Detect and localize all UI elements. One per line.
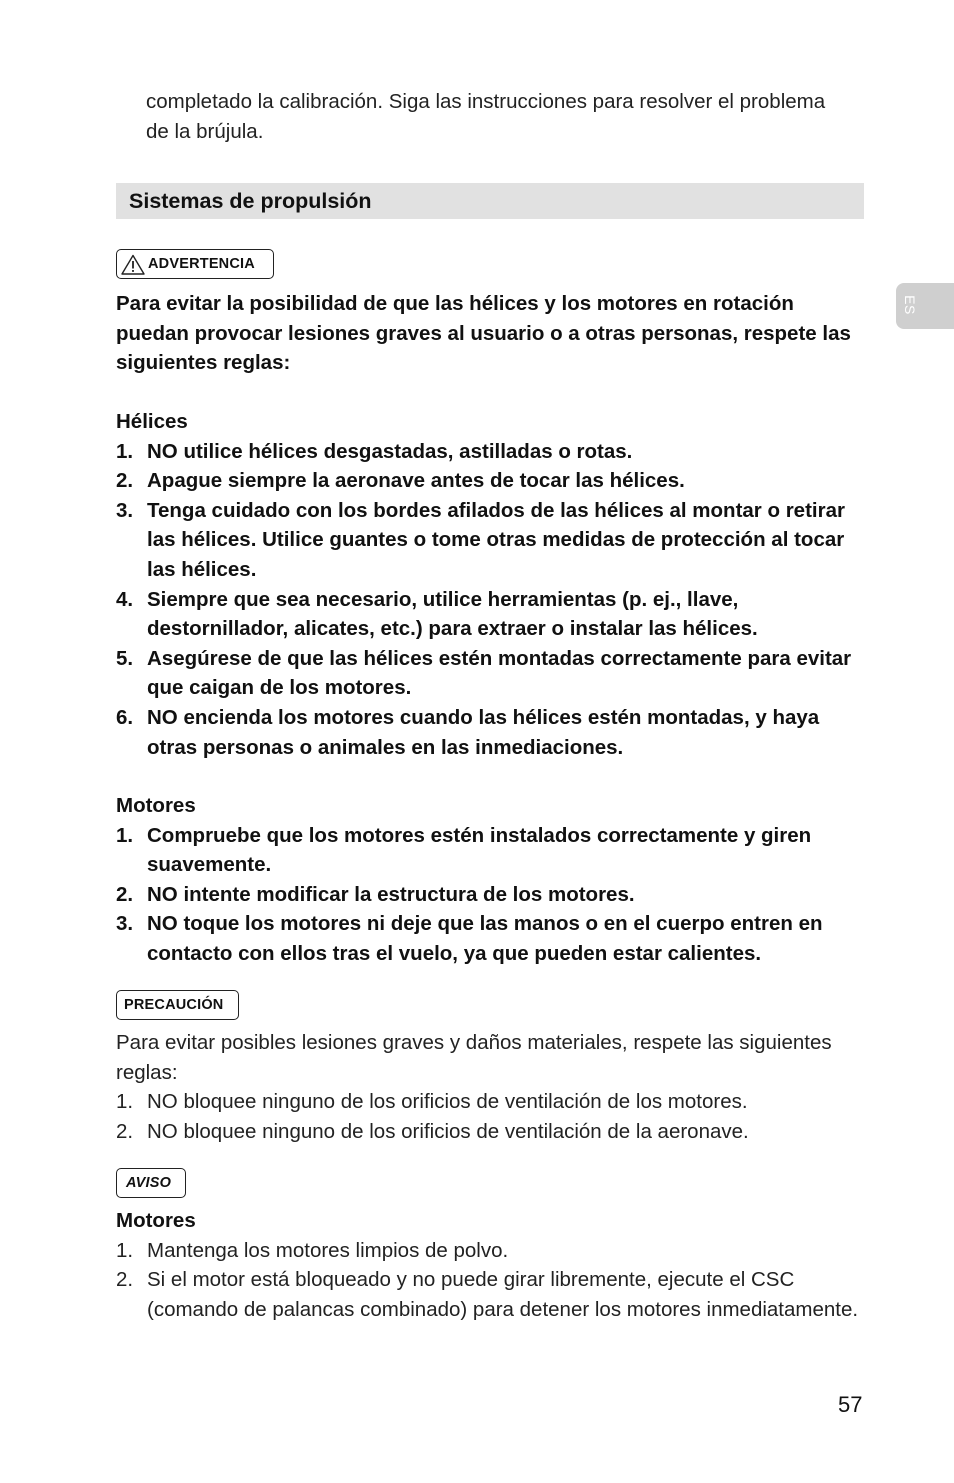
list-item — [116, 585, 866, 644]
list-number: 3. — [116, 498, 134, 522]
list-item — [116, 437, 866, 467]
caution-section — [116, 1028, 866, 1146]
motors-heading: Motores — [116, 794, 196, 817]
list-text: NO utilice hélices desgastadas, astilladas o rotas. — [147, 439, 633, 463]
list-item — [116, 880, 866, 910]
list-number: 2. — [116, 1268, 134, 1292]
notice-section — [116, 1206, 866, 1324]
propellers-heading: Hélices — [116, 410, 188, 433]
motors-list — [116, 821, 866, 969]
list-text: Si el motor está bloqueado y no puede girar libremente, ejecute el CSC (comando de palancas combinado) para detener los motores inmediatamente. — [147, 1268, 859, 1321]
list-text: NO intente modificar la estructura de los motores. — [147, 882, 635, 906]
list-text: Mantenga los motores limpios de polvo. — [147, 1238, 509, 1262]
list-number: 4. — [116, 587, 134, 611]
language-tab-label: ES — [902, 295, 918, 315]
notice-badge-label: AVISO — [126, 1175, 172, 1191]
list-number: 2. — [116, 1119, 134, 1143]
list-number: 1. — [116, 1090, 134, 1114]
notice-list — [116, 1236, 866, 1325]
list-item — [116, 909, 866, 968]
list-number: 1. — [116, 823, 134, 847]
list-text: Asegúrese de que las hélices estén montadas correctamente para evitar que caigan de los motores. — [147, 646, 852, 700]
caution-list — [116, 1087, 866, 1146]
motors-section — [116, 791, 866, 969]
list-number: 6. — [116, 705, 134, 729]
list-number: 1. — [116, 1238, 134, 1262]
list-text: NO bloquee ninguno de los orificios de ventilación de los motores. — [147, 1090, 748, 1114]
notice-heading: Motores — [116, 1209, 196, 1232]
notice-badge — [116, 1168, 186, 1198]
page-number: 57 — [838, 1392, 863, 1417]
list-item — [116, 1117, 866, 1147]
list-item — [116, 1087, 866, 1117]
section-header-bar — [116, 183, 864, 219]
list-text: Compruebe que los motores estén instalados correctamente y giren suavemente. — [147, 823, 812, 877]
list-text: NO toque los motores ni deje que las manos o en el cuerpo entren en contacto con ellos tras el vuelo, ya que pueden estar calientes. — [147, 912, 823, 965]
list-number: 2. — [116, 469, 134, 493]
list-item — [116, 1236, 866, 1266]
list-number: 5. — [116, 646, 134, 670]
list-item — [116, 466, 866, 496]
language-tab — [896, 283, 954, 329]
caution-badge — [116, 990, 239, 1020]
list-text: NO encienda los motores cuando las hélices estén montadas, y haya otras personas o animales en las inmediaciones. — [147, 705, 820, 759]
warning-triangle-icon — [121, 254, 145, 275]
list-number: 3. — [116, 912, 134, 936]
list-item — [116, 1265, 866, 1324]
warning-paragraph: Para evitar la posibilidad de que las hélices y los motores en rotación puedan provocar lesiones graves al usuario o a otras personas, respete las siguientes reglas: — [116, 292, 851, 375]
list-text: Apague siempre la aeronave antes de tocar las hélices. — [147, 469, 685, 493]
list-text: Tenga cuidado con los bordes afilados de las hélices al montar o retirar las hélices. Utilice guantes o tome otras medidas de protección al tocar las hélices. — [147, 498, 845, 581]
caution-paragraph: Para evitar posibles lesiones graves y daños materiales, respete las siguientes reglas: — [116, 1031, 832, 1084]
propellers-list — [116, 437, 866, 763]
list-item — [116, 703, 866, 762]
list-item — [116, 644, 866, 703]
warning-badge-label: ADVERTENCIA — [148, 256, 255, 272]
list-item — [116, 821, 866, 880]
list-text: Siempre que sea necesario, utilice herramientas (p. ej., llave, destornillador, alicates, etc.) para extraer o instalar las hélices. — [147, 587, 758, 641]
list-text: NO bloquee ninguno de los orificios de ventilación de la aeronave. — [147, 1119, 749, 1143]
section-title: Sistemas de propulsión — [129, 189, 372, 213]
list-number: 1. — [116, 439, 134, 463]
propellers-section — [116, 407, 866, 762]
list-item — [116, 496, 866, 585]
caution-badge-label: PRECAUCIÓN — [124, 997, 224, 1013]
intro-paragraph: completado la calibración. Siga las instrucciones para resolver el problema de la brújula. — [146, 90, 826, 143]
warning-badge — [116, 249, 274, 279]
list-number: 2. — [116, 882, 134, 906]
